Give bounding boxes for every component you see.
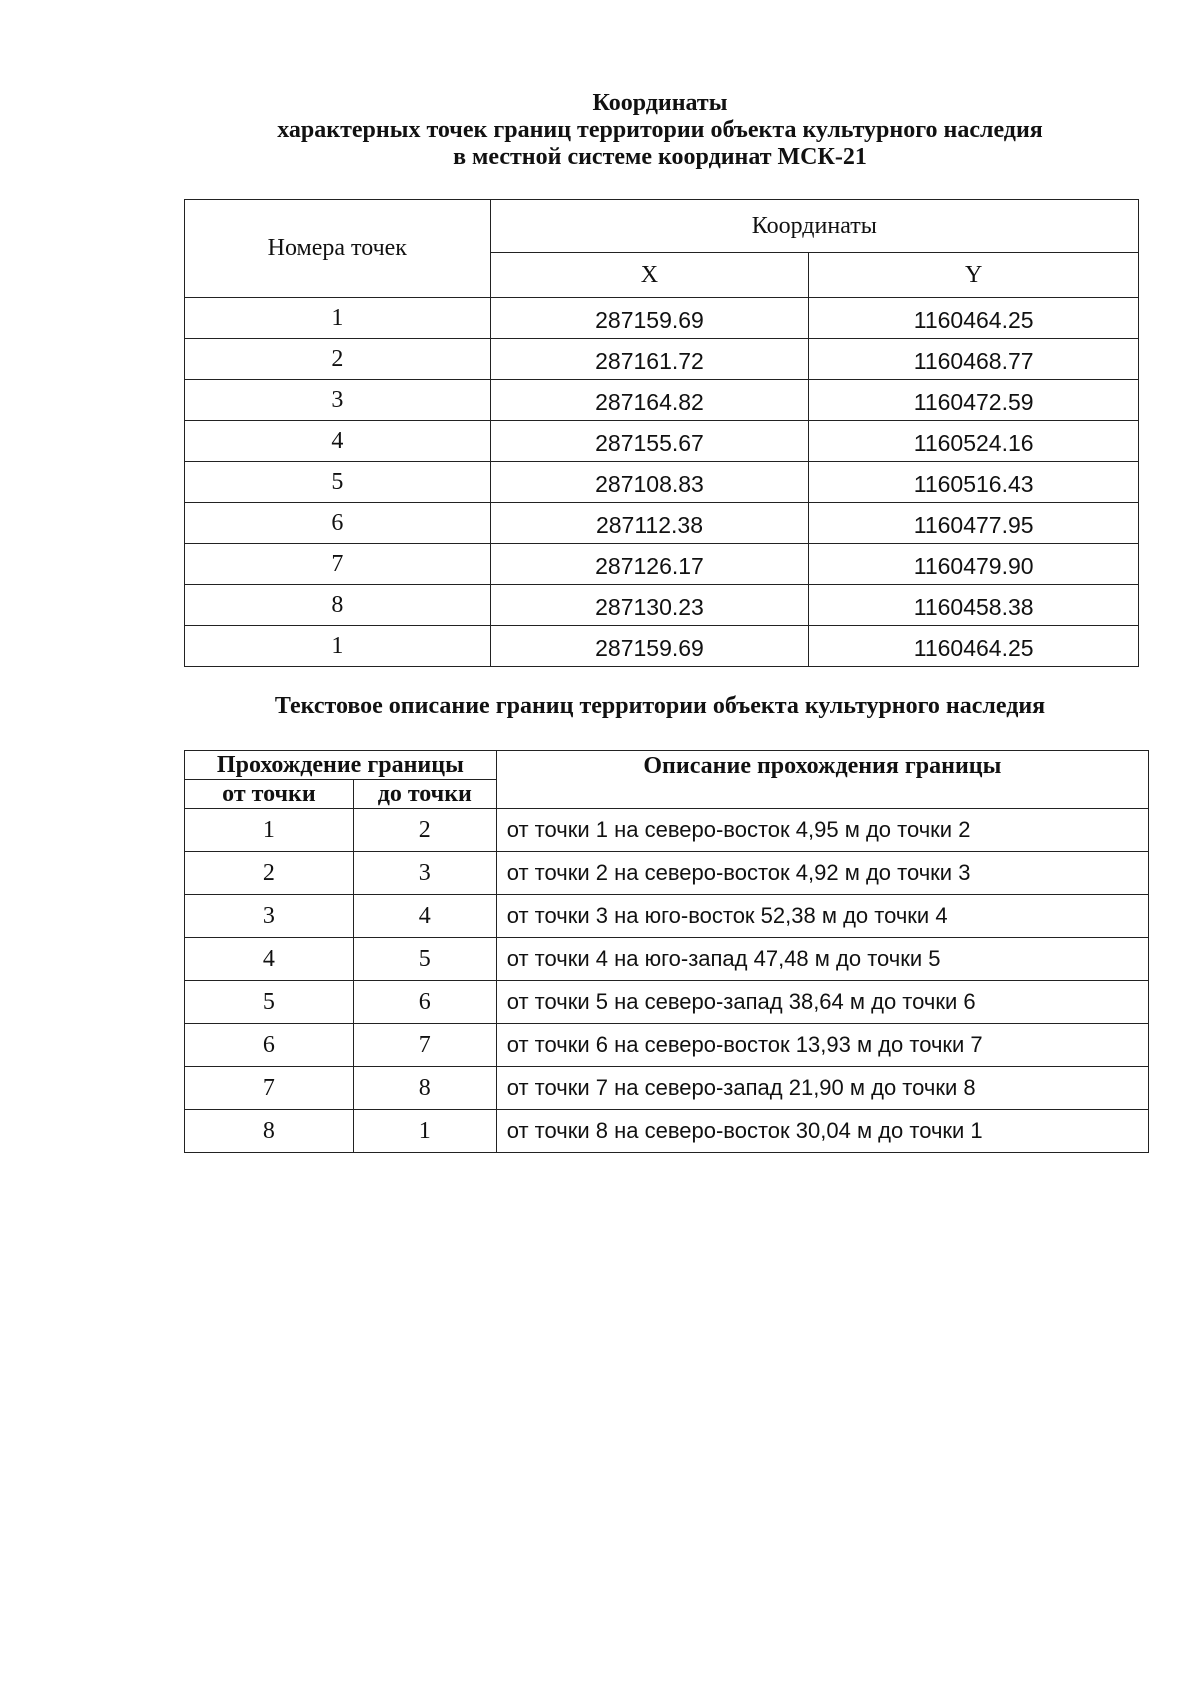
col-header-coordinates: Координаты <box>490 200 1138 253</box>
boundary-description: от точки 8 на северо-восток 30,04 м до точки 1 <box>496 1110 1148 1153</box>
from-point: 3 <box>185 895 354 938</box>
coord-x: 287108.83 <box>490 462 809 503</box>
point-number: 5 <box>185 462 491 503</box>
header-line-1: Координаты <box>592 90 728 116</box>
table-row <box>185 544 1139 585</box>
point-number: 3 <box>185 380 491 421</box>
coord-y: 1160468.77 <box>809 339 1139 380</box>
coord-y: 1160477.95 <box>809 503 1139 544</box>
point-number: 1 <box>185 626 491 667</box>
table-row <box>185 339 1139 380</box>
table-row <box>185 421 1139 462</box>
col-header-x: X <box>490 253 809 298</box>
col-header-passage: Прохождение границы <box>185 751 497 780</box>
coord-y: 1160464.25 <box>809 626 1139 667</box>
from-point: 8 <box>185 1110 354 1153</box>
boundary-description: от точки 4 на юго-запад 47,48 м до точки 5 <box>496 938 1148 981</box>
coord-x: 287161.72 <box>490 339 809 380</box>
header-line-2: характерных точек границ территории объекта культурного наследия <box>277 117 1043 143</box>
coord-x: 287126.17 <box>490 544 809 585</box>
table-row <box>185 298 1139 339</box>
table-row <box>185 852 1149 895</box>
coordinates-table <box>184 199 1139 667</box>
coord-y: 1160516.43 <box>809 462 1139 503</box>
from-point: 7 <box>185 1067 354 1110</box>
table-row <box>185 809 1149 852</box>
coord-x: 287112.38 <box>490 503 809 544</box>
coord-y: 1160472.59 <box>809 380 1139 421</box>
col-header-y: Y <box>809 253 1139 298</box>
table-row <box>185 1067 1149 1110</box>
coord-x: 287130.23 <box>490 585 809 626</box>
table-row <box>185 585 1139 626</box>
coord-x: 287155.67 <box>490 421 809 462</box>
boundary-description: от точки 1 на северо-восток 4,95 м до точки 2 <box>496 809 1148 852</box>
col-header-from: от точки <box>185 780 354 809</box>
from-point: 6 <box>185 1024 354 1067</box>
boundary-description: от точки 5 на северо-запад 38,64 м до точки 6 <box>496 981 1148 1024</box>
point-number: 1 <box>185 298 491 339</box>
table-row <box>185 1110 1149 1153</box>
to-point: 6 <box>353 981 496 1024</box>
table-row <box>185 380 1139 421</box>
to-point: 4 <box>353 895 496 938</box>
coord-y: 1160464.25 <box>809 298 1139 339</box>
col-header-to: до точки <box>353 780 496 809</box>
table-row <box>185 462 1139 503</box>
coord-y: 1160458.38 <box>809 585 1139 626</box>
to-point: 8 <box>353 1067 496 1110</box>
document-header <box>180 90 1140 171</box>
table-row <box>185 503 1139 544</box>
boundary-description: от точки 6 на северо-восток 13,93 м до точки 7 <box>496 1024 1148 1067</box>
boundary-description: от точки 3 на юго-восток 52,38 м до точки 4 <box>496 895 1148 938</box>
point-number: 8 <box>185 585 491 626</box>
to-point: 7 <box>353 1024 496 1067</box>
point-number: 2 <box>185 339 491 380</box>
col-header-description: Описание прохождения границы <box>496 751 1148 809</box>
col-header-points: Номера точек <box>185 200 491 298</box>
table-row <box>185 895 1149 938</box>
coord-x: 287159.69 <box>490 626 809 667</box>
table-row <box>185 1024 1149 1067</box>
point-number: 6 <box>185 503 491 544</box>
from-point: 2 <box>185 852 354 895</box>
coord-x: 287159.69 <box>490 298 809 339</box>
coord-y: 1160479.90 <box>809 544 1139 585</box>
header-line-3: в местной системе координат МСК-21 <box>453 144 867 170</box>
from-point: 4 <box>185 938 354 981</box>
coord-x: 287164.82 <box>490 380 809 421</box>
from-point: 5 <box>185 981 354 1024</box>
coord-y: 1160524.16 <box>809 421 1139 462</box>
table-row <box>185 626 1139 667</box>
to-point: 1 <box>353 1110 496 1153</box>
from-point: 1 <box>185 809 354 852</box>
to-point: 5 <box>353 938 496 981</box>
table-row <box>185 981 1149 1024</box>
boundary-description-table <box>184 750 1149 1153</box>
boundary-description: от точки 7 на северо-запад 21,90 м до точки 8 <box>496 1067 1148 1110</box>
boundary-description: от точки 2 на северо-восток 4,92 м до точки 3 <box>496 852 1148 895</box>
point-number: 7 <box>185 544 491 585</box>
to-point: 2 <box>353 809 496 852</box>
point-number: 4 <box>185 421 491 462</box>
table-row <box>185 938 1149 981</box>
to-point: 3 <box>353 852 496 895</box>
description-section-title: Текстовое описание границ территории объекта культурного наследия <box>274 693 1046 719</box>
